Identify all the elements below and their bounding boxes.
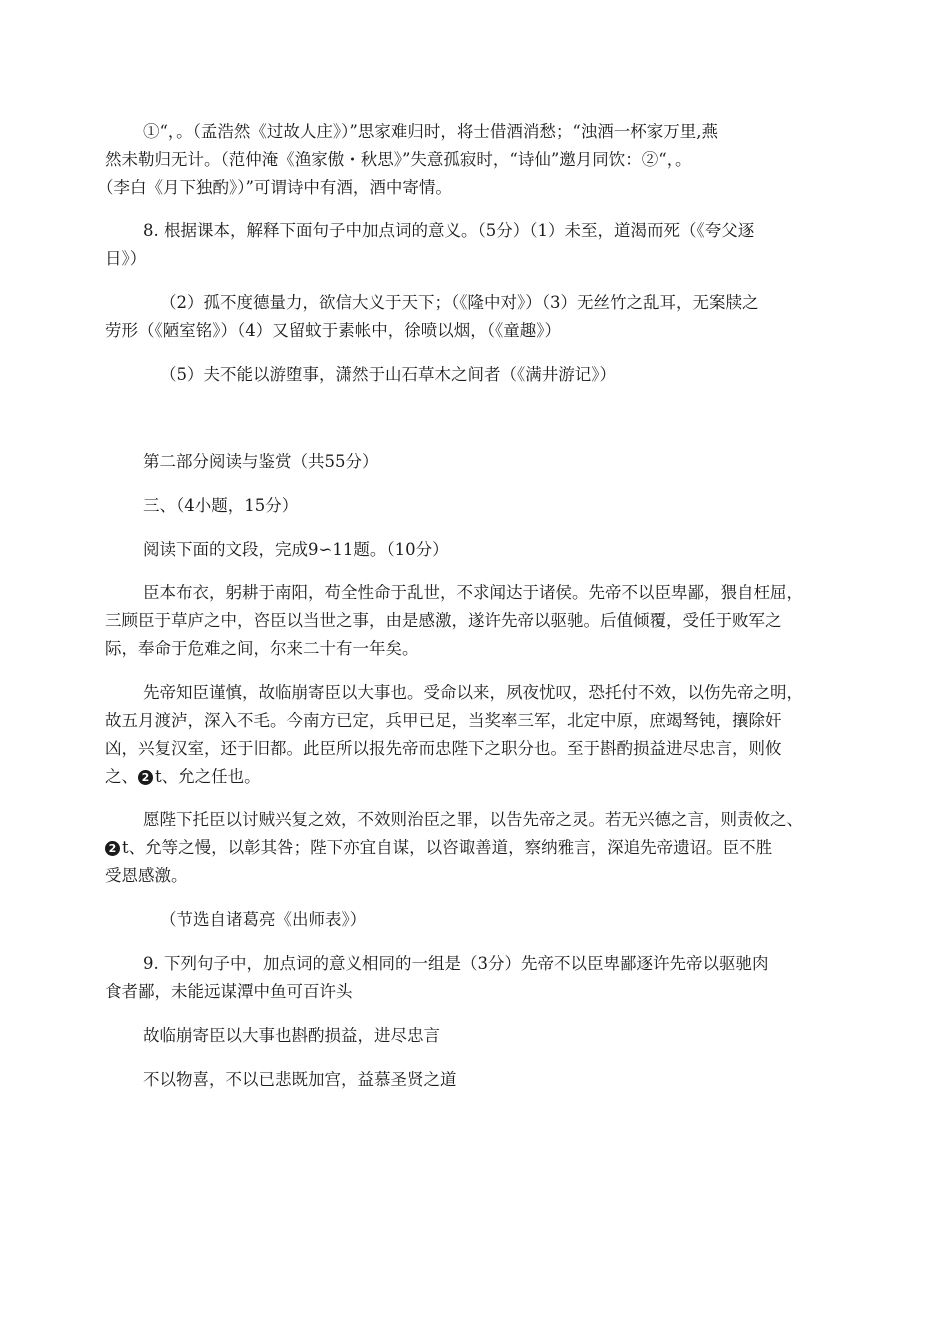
question-8-items (105, 289, 865, 345)
passage-source-text: （节选自诸葛亮《出师表》） (160, 910, 367, 929)
q8-line-1: 8. 根据课本，解释下面句子中加点词的意义。（5分）（1）未至，道渴而死（《夸父逐 (143, 221, 755, 240)
q8-line-3: （2）孤不度德量力，欲信大义于天下；（《隆中对》）（3）无丝竹之乱耳，无案牍之 (160, 293, 759, 312)
passage-p2-line-4-end: t、允之任也。 (155, 767, 261, 786)
passage-p1-line-3: 际，奉命于危难之间，尔来二十有一年矣。 (105, 639, 419, 658)
instruction-text: 阅读下面的文段，完成9∽11题。（10分） (143, 540, 449, 559)
passage-paragraph-3 (105, 806, 865, 890)
passage-p2-line-4-start: 之、 (105, 767, 138, 786)
passage-p1-line-1: 臣本布衣，躬耕于南阳，苟全性命于乱世，不求闻达于诸侯。先帝不以臣卑鄙，猥自枉屈， (143, 583, 803, 602)
circled-number-glyph: 2 (138, 770, 153, 785)
q9-line-1: 9. 下列句子中，加点词的意义相同的一组是（3分）先帝不以臣卑鄙逐许先帝以驱驰肉 (143, 954, 769, 973)
passage-p3-line-3: 受恩感激。 (105, 866, 188, 885)
passage-p3-line-1: 愿陛下托臣以讨贼兴复之效，不效则治臣之罪，以告先帝之灵。若无兴德之言，则责攸之、 (143, 810, 803, 829)
section-3-label: 三、（4小题，15分） (143, 496, 299, 515)
q9-line-2: 食者鄙，未能远谋潭中鱼可百许头 (105, 982, 353, 1001)
passage-p2-line-2: 故五月渡泸，深入不毛。今南方已定，兵甲已足，当奖率三军，北定中原，庶竭驽钝，攘除奸 (105, 711, 782, 730)
q9-option-row-2 (105, 1066, 865, 1094)
passage-paragraph-2 (105, 679, 865, 791)
passage-p2-line-4 (105, 763, 865, 791)
poem-line-3: （李白《月下独酌》）”可谓诗中有酒，酒中寄情。 (97, 178, 452, 197)
question-8 (105, 217, 865, 273)
passage-source (105, 906, 865, 934)
passage-p1-line-2: 三顾臣于草庐之中，咨臣以当世之事，由是感激，遂许先帝以驱驰。后值倾覆，受任于败军之 (105, 611, 782, 630)
passage-p2-line-1: 先帝知臣谨慎，故临崩寄臣以大事也。受命以来，夙夜忧叹，恐托付不效，以伤先帝之明， (143, 683, 803, 702)
reading-instruction (105, 536, 865, 564)
q9-line-3: 故临崩寄臣以大事也斟酌损益，进尽忠言 (143, 1026, 440, 1045)
question-9 (105, 950, 865, 1006)
circled-number-glyph: 2 (105, 841, 120, 856)
part-2-title (105, 448, 865, 476)
q9-option-row-1 (105, 1022, 865, 1050)
passage-p3-line-2-text: t、允等之慢，以彰其咎；陛下亦宜自谋，以咨诹善道，察纳雅言，深追先帝遗诏。臣不胜 (122, 838, 773, 857)
question-8-item-5 (105, 361, 865, 389)
section-3-heading (105, 492, 865, 520)
q8-line-4: 劳形（《陋室铭》）（4）又留蚊于素帐中，徐喷以烟，（《童趣》） (105, 321, 561, 340)
part-2-heading: 第二部分阅读与鉴赏（共55分） (143, 452, 379, 471)
poem-line-2: 然未勒归无计。（范仲淹《渔家傲・秋思》”失意孤寂时，“诗仙”邀月同饮：②“，。 (105, 150, 692, 169)
passage-paragraph-1 (105, 579, 865, 663)
q9-line-4: 不以物喜，不以已悲既加宫，益慕圣贤之道 (143, 1070, 457, 1089)
poem-paragraph (97, 118, 865, 202)
passage-p2-line-3: 凶，兴复汉室，还于旧都。此臣所以报先帝而忠陛下之职分也。至于斟酌损益进尽忠言，则攸 (105, 739, 782, 758)
q8-line-2: 日》） (105, 249, 147, 268)
q8-line-5: （5）夫不能以游堕事，潇然于山石草木之间者（《满井游记》） (160, 365, 616, 384)
poem-line-1: ①“，。（孟浩然《过故人庄》）”思家难归时，将士借酒消愁；“浊酒一杯家万里,燕 (143, 122, 719, 141)
passage-p3-line-2 (105, 834, 865, 862)
